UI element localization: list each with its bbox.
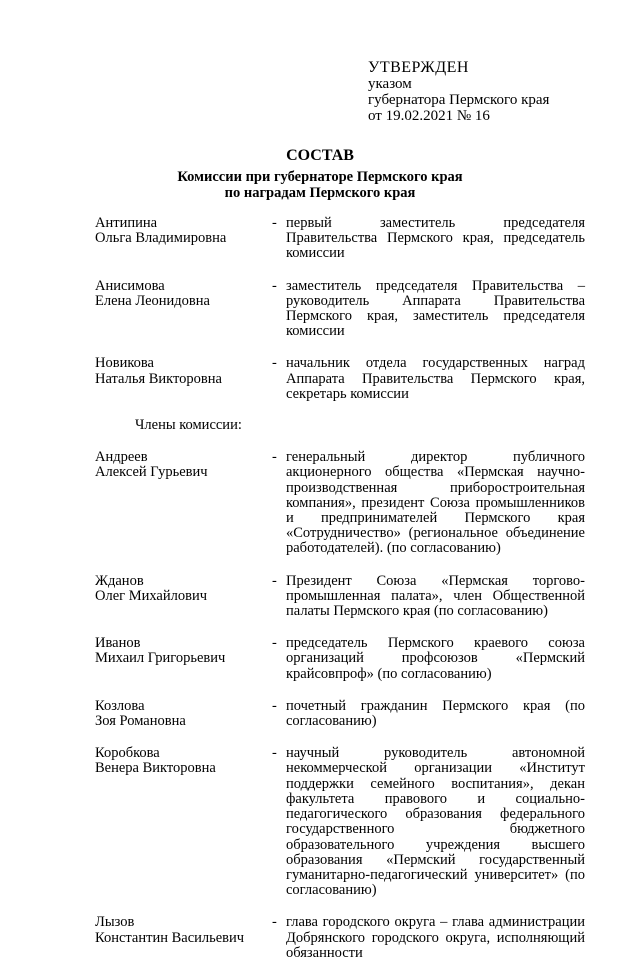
member-surname: Коробкова <box>95 745 160 762</box>
member-role: первый заместитель председателя Правительства Пермского края, председатель комиссии <box>286 215 585 262</box>
document-subtitle-line-1: Комиссии при губернаторе Пермского края <box>177 169 463 185</box>
member-row <box>95 450 585 556</box>
member-name <box>95 356 272 386</box>
member-given-names: Елена Леонидовна <box>95 292 210 309</box>
member-surname: Андреев <box>95 449 148 466</box>
member-row <box>95 746 585 898</box>
document-title: СОСТАВ <box>286 147 354 164</box>
member-given-names: Ольга Владимировна <box>95 230 227 247</box>
member-row <box>95 279 585 340</box>
approval-date: от 19.02.2021 № 16 <box>368 108 490 124</box>
member-given-names: Алексей Гурьевич <box>95 464 208 481</box>
member-role: председатель Пермского краевого союза организаций профсоюзов «Пермский крайсовпроф» (по согласованию) <box>286 635 585 682</box>
member-name <box>95 746 272 776</box>
approval-title: УТВЕРЖДЕН <box>368 59 469 76</box>
member-role: научный руководитель автономной некоммерческой организации «Институт поддержки семейного воспитания», декан факультета правового и социально-педагогического образования федерального государственного бюджетного образовательного учреждения высшего образования «Пермский государственный гуманитарно-педагогический университет» (по согласованию) <box>286 745 585 899</box>
member-surname: Анисимова <box>95 277 165 294</box>
dash-separator: - <box>272 355 277 372</box>
member-role: генеральный директор публичного акционерного общества «Пермская научно-производственная приборостроительная компания», президент Союза промышленников и предпринимателей Пермского края «Сотрудничество» (региональное объединение работодателей). (по согласованию) <box>286 449 585 557</box>
member-row <box>95 356 585 402</box>
commission-composition <box>95 216 585 978</box>
member-role: почетный гражданин Пермского края (по согласованию) <box>286 697 585 730</box>
member-surname: Козлова <box>95 697 145 714</box>
member-role: Президент Союза «Пермская торгово-промышленная палата», член Общественной палаты Пермского края (по согласованию) <box>286 572 585 620</box>
member-name <box>95 216 272 246</box>
dash-separator: - <box>272 697 277 714</box>
member-name <box>95 574 272 604</box>
member-surname: Иванов <box>95 635 141 652</box>
member-row <box>95 915 585 961</box>
dash-separator: - <box>272 914 277 931</box>
member-row <box>95 574 585 620</box>
member-row <box>95 216 585 262</box>
member-row <box>95 636 585 682</box>
member-surname: Антипина <box>95 215 158 231</box>
member-role: заместитель председателя Правительства – руководитель Аппарата Правительства Пермского края, заместитель председателя комиссии <box>286 277 585 340</box>
approval-stamp <box>368 60 549 124</box>
member-surname: Новикова <box>95 355 154 372</box>
member-given-names: Олег Михайлович <box>95 587 208 604</box>
document-heading <box>0 146 640 201</box>
member-name <box>95 279 272 309</box>
member-role: начальник отдела государственных наград Аппарата Правительства Пермского края, секретарь комиссии <box>286 355 585 402</box>
member-name <box>95 699 272 729</box>
member-row <box>95 699 585 729</box>
document-subtitle-line-2: по наградам Пермского края <box>224 184 416 201</box>
member-role: глава городского округа – глава администрации Добрянского городского округа, исполняющий обязанности <box>286 914 585 961</box>
member-given-names: Константин Васильевич <box>95 929 245 946</box>
approval-decree: указом <box>368 76 412 92</box>
members-section-label: Члены комиссии: <box>135 417 242 434</box>
dash-separator: - <box>272 215 277 231</box>
member-name <box>95 636 272 666</box>
member-surname: Лызов <box>95 914 135 931</box>
dash-separator: - <box>272 449 277 466</box>
member-given-names: Михаил Григорьевич <box>95 650 226 667</box>
dash-separator: - <box>272 635 277 652</box>
member-surname: Жданов <box>95 572 144 589</box>
dash-separator: - <box>272 277 277 294</box>
approval-authority: губернатора Пермского края <box>368 92 550 108</box>
member-name <box>95 915 272 945</box>
member-given-names: Венера Викторовна <box>95 760 216 777</box>
member-name <box>95 450 272 480</box>
dash-separator: - <box>272 745 277 762</box>
member-given-names: Наталья Викторовна <box>95 370 222 387</box>
dash-separator: - <box>272 572 277 589</box>
member-given-names: Зоя Романовна <box>95 713 186 730</box>
